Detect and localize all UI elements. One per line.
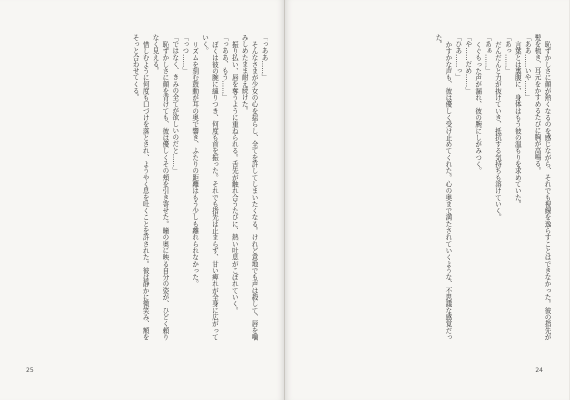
paragraph: リズムを刻む鼓動が耳の奥で響き、ふたりの距離はもう少しも離れられなかった。 (190, 40, 199, 287)
paragraph: だんだんと力が抜けていき、抵抗する気持ちも溶けていく。 (493, 40, 502, 221)
paragraph: 「っつ……」 (180, 34, 189, 74)
paragraph: 「ああ……いや……」 (523, 34, 532, 101)
page-number: 25 (26, 367, 34, 374)
paragraph: 言葉とは裏腹に、身体はもう彼の温もりを求めていた。 (513, 40, 522, 207)
paragraph: 振り払い、唇を奪うように重ねられる。舌先が触れ合うたびに、熱い吐息がこぼれていく。 (230, 40, 239, 314)
paragraph: 「っああ、もう……」 (220, 34, 229, 101)
right-page (285, 0, 569, 400)
paragraph: 「や……だめ……」 (463, 34, 472, 94)
paragraph: ぼくは彼の腕に縋りつき、何度も首を振った。それでも指先は止まらず、甘い痺れが全身に広がっていく。 (200, 34, 219, 340)
paragraph: 「あぁ……」 (483, 34, 492, 74)
left-page-text (20, 34, 268, 344)
right-page-text (303, 34, 551, 344)
page-number: 24 (535, 367, 543, 374)
paragraph: 「っああ……」 (260, 34, 268, 81)
paragraph: 惜しむように何度も口づけを落とされ、ようやく息を吐くことを許された。彼は静かに微笑み、額をそっと合わせてくる。 (131, 34, 150, 340)
paragraph: そんなさまが少女の心を揺らし、全てを許してしまいたくなる。けれど意地でも声は殺して、唇を噛みしめたまま耐え続けた。 (240, 34, 259, 340)
paragraph: 恥ずかしさに顔が熱くなるのを感じながら、それでも視線を逸らすことはできなかった。彼の指先が髪を梳き、耳元をかすめるたびに胸が高鳴る。 (533, 34, 551, 340)
paragraph: 「ではなく、きみの全てが欲しいのだと……」 (170, 34, 179, 174)
paragraph: くぐもった声が漏れ、彼の腕にしがみつく。 (473, 40, 482, 174)
paragraph: 「あっ……」 (503, 34, 512, 74)
paragraph: 恥ずかしさに顔を背けても、彼は優しくその頬を引き寄せた。瞳の奥に映る自分の姿が、ひどく頼りなく見える。 (151, 34, 169, 340)
paragraph: かすかな声も、彼は優しく受け止めてくれた。心の奥まで満たされていくような、不思議な感覚だった。 (434, 34, 452, 340)
paragraph: 「ひあ……っ」 (453, 34, 462, 81)
